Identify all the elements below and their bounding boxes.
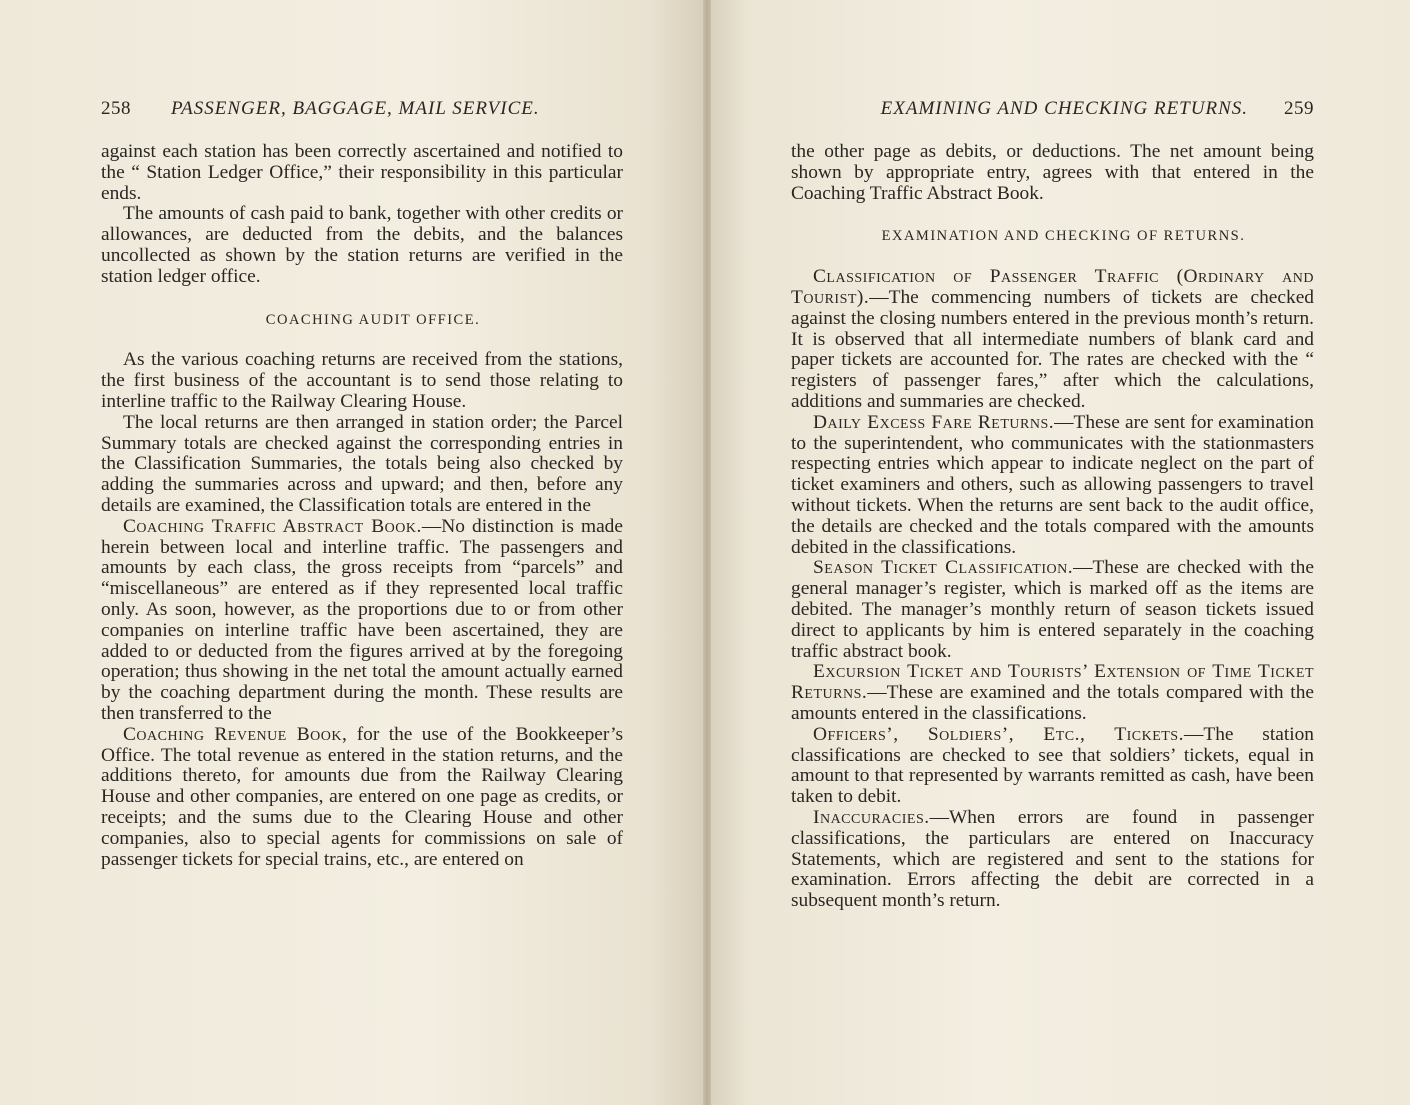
left-paragraph-1: against each station has been correctly ascertained and notified to the “ Station Ledger Office,” their responsibility in this particular ends. (101, 141, 623, 204)
left-paragraph-6-body: for the use of the Bookkeeper’s Office. The total revenue as entered in the station returns, and the additions thereto, for amounts due from the Railway Clearing House and other companies, are entered on one page as credits, or receipts; and the sums due to the Clearing House and other companies, also to special agents for commissions on sale of passenger tickets for special trains, etc., are entered on (101, 723, 623, 870)
right-paragraph-6-body: —The station classifications are checked to see that soldiers’ tickets, equal in amount to that represented by warrants remitted as cash, have been taken to debit. (791, 723, 1315, 808)
left-paragraph-2: The amounts of cash paid to bank, together with other credits or allowances, are deducted from the debits, and the balances uncollected as shown by the station returns are verified in the station ledger office. (101, 203, 623, 287)
right-paragraph-2-body: —The commencing numbers of tickets are checked against the closing numbers entered in the previous month’s return. It is observed that all intermediate numbers of blank card and paper tickets are accounted for. The rates are checked with the “ registers of passenger fares,” after which the calculations, additions and summaries are checked. (791, 286, 1314, 412)
examination-heading: EXAMINATION AND CHECKING OF RETURNS. (881, 228, 1246, 245)
coaching-traffic-abstract-book-lead: Coaching Traffic Abstract Book. (123, 515, 422, 537)
right-running-head: EXAMINING AND CHECKING RETURNS. (880, 98, 1248, 119)
right-paragraph-5 (791, 662, 1314, 724)
right-paragraph-7-body: —When errors are found in passenger classifications, the particulars are entered on Inaccuracy Statements, which are registered and sent to the stations for examination. Errors affecting the debit are corrected in a subsequent month’s return. (791, 806, 1314, 912)
season-ticket-classification-lead: Season Ticket Classification. (813, 557, 1074, 579)
officers-soldiers-tickets-lead: Officers’, Soldiers’, Etc., Tickets. (813, 723, 1184, 745)
right-paragraph-1: the other page as debits, or deductions. The net amount being shown by appropriate entry, agrees with that entered in the Coaching Traffic Abstract Book. (791, 141, 1314, 204)
left-text-column (101, 142, 623, 870)
right-paragraph-4 (791, 558, 1314, 662)
left-running-head: PASSENGER, BAGGAGE, MAIL SERVICE. (171, 98, 540, 119)
right-running-header (791, 98, 1314, 124)
right-paragraph-3-body: —These are sent for examination to the superintendent, who communicates with the stationmasters respecting entries which appear to indicate neglect on the part of ticket examiners and others, such as allowing passengers to travel without tickets. When the returns are sent back to the audit office, the details are checked and the totals compared with the amounts debited in the classifications. (791, 411, 1314, 558)
left-page-number: 258 (101, 98, 131, 119)
right-paragraph-3 (791, 413, 1314, 559)
right-paragraph-2 (791, 267, 1314, 413)
right-paragraph-5-body: —These are examined and the totals compared with the amounts entered in the classifications. (791, 682, 1314, 724)
right-text-column (791, 142, 1314, 912)
left-paragraph-4: The local returns are then arranged in station order; the Parcel Summary totals are checked against the corresponding entries in the Classification Summaries, the totals being also checked by adding the summaries across and upward; and then, before any details are examined, the Classification totals are entered in the (101, 411, 623, 516)
inaccuracies-lead: Inaccuracies. (813, 806, 930, 828)
right-page (707, 0, 1410, 1105)
coaching-revenue-book-lead: Coaching Revenue Book, (123, 723, 348, 745)
left-paragraph-5 (101, 517, 623, 725)
excursion-ticket-lead: Excursion Ticket and Tourists’ Extension of Time Ticket Returns. (791, 661, 1314, 704)
right-paragraph-6 (791, 725, 1314, 808)
book-gutter (703, 0, 711, 1105)
left-paragraph-3: As the various coaching returns are received from the stations, the first business of the accountant is to send those relating to interline traffic to the Railway Clearing House. (101, 349, 623, 412)
left-paragraph-5-body: —No distinction is made herein between local and interline traffic. The passengers and amounts by each class, the gross receipts from “parcels” and “miscellaneous” are entered as if they represented local traffic only. As soon, however, as the proportions due to or from other companies on interline traffic have been ascertained, they are added to or deducted from the figures arrived at by the foregoing operation; thus showing in the net total the amount actually earned by the coaching department during the month. These results are then transferred to the (101, 515, 623, 724)
right-paragraph-4-body: —These are checked with the general manager’s register, which is marked off as the items are debited. The manager’s monthly return of season tickets issued direct to applicants by him is entered separately in the coaching traffic abstract book. (791, 557, 1314, 662)
left-running-header (101, 98, 623, 124)
right-page-number: 259 (1284, 98, 1314, 119)
right-paragraph-7 (791, 808, 1314, 912)
left-paragraph-6 (101, 725, 623, 871)
daily-excess-fare-returns-lead: Daily Excess Fare Returns. (813, 411, 1055, 433)
coaching-audit-office-heading: COACHING AUDIT OFFICE. (265, 311, 481, 328)
classification-passenger-traffic-lead: Classification of Passenger Traffic (Ordinary and Tourist). (791, 266, 1314, 308)
